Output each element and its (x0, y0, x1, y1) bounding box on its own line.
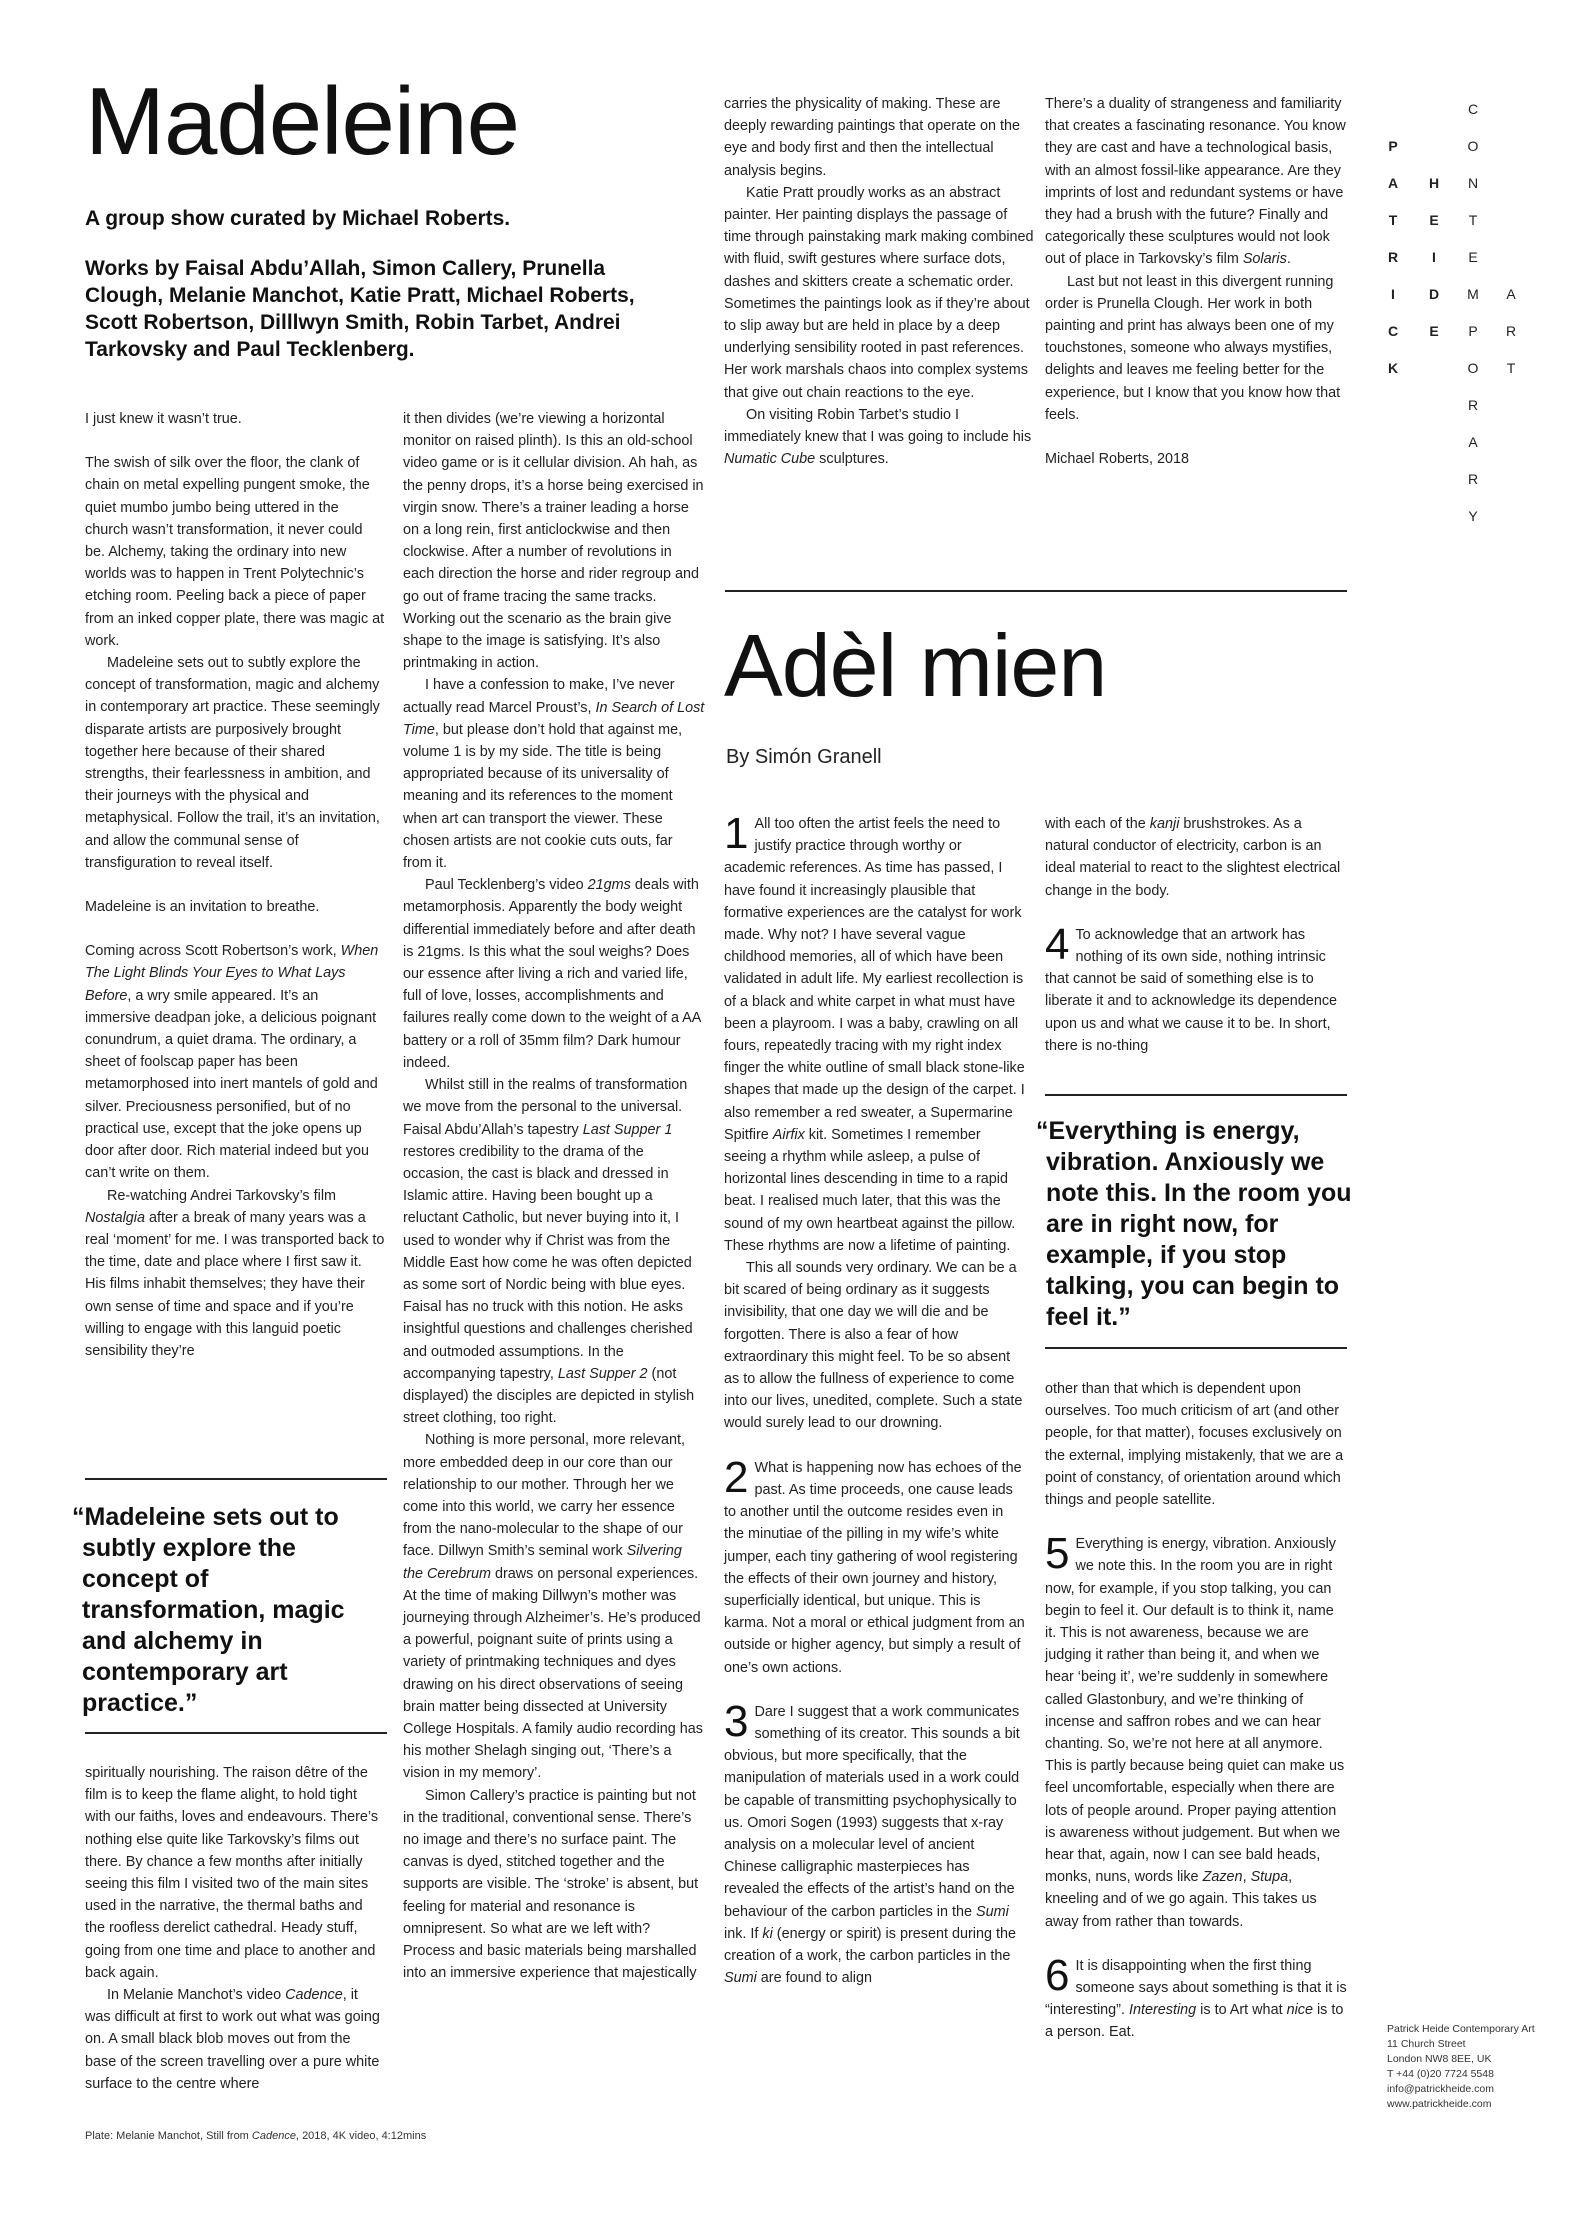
adel-column-2 (1045, 813, 1347, 1057)
madeleine-column-1 (85, 408, 385, 1362)
section-number: 4 (1045, 919, 1070, 969)
logo-letter: R (1467, 471, 1479, 487)
logo-letter: R (1467, 397, 1479, 413)
logo-letter: Y (1468, 508, 1478, 524)
paragraph: I have a confession to make, I’ve never actually read Marcel Proust’s, In Search of Lost Time, but please don’t hold that against me, volume 1 is by my side. The title is being appropriated because of its universality of meaning and its references to the moment when art can transport the viewer. These chosen artists are not cookie cuts outs, far from it. (403, 677, 705, 872)
paragraph: There’s a duality of strangeness and familiarity that creates a fascinating resonance. You know they are cast and have a technological basis, with an almost fossil-like appearance. Are they imprints of lost and redundant systems or have they had a brush with the future? Finally and categorically these sculptures would not look out of place in Tarkovsky’s film Solaris. (1045, 96, 1346, 268)
paragraph: Re-watching Andrei Tarkovsky’s film Nostalgia after a break of many years was a real ‘moment’ for me. I was transported back to the time, date and place where I first saw it. His films inhabit themselves; they have their own sense of time and space and if you’re willing to engage with this languid poetic sensibility they’re (85, 1187, 385, 1359)
paragraph: Simon Callery’s practice is painting but not in the traditional, conventional sense. There’s no image and there’s no surface paint. The canvas is dyed, stitched together and the supports are visible. The ‘stroke’ is absent, but feeling for material and resonance is omnipresent. So what are we left with? Process and basic materials being marshalled into an immersive experience that majestically (403, 1787, 699, 1982)
paragraph: Paul Tecklenberg’s video 21gms deals with metamorphosis. Apparently the body weight differential immediately before and after death is 21gms. Is this what the soul weighs? Does our essence after living a rich and varied life, full of love, losses, accomplishments and failures really come down to the weight of a AA battery or a roll of 35mm film? Dark humour indeed. (403, 877, 701, 1071)
logo-letter: C (1387, 323, 1399, 339)
logo-letter: O (1467, 138, 1479, 154)
logo-letter: H (1428, 175, 1440, 191)
divider (85, 1478, 387, 1480)
adel-column-1 (724, 809, 1027, 1989)
paragraph: with each of the kanji brushstrokes. As a natural conductor of electricity, carbon is an ideal material to react to the slightest electrical change in the body. (1045, 816, 1341, 899)
madeleine-column-1-continued (85, 1762, 385, 2095)
section-divider (725, 590, 1347, 592)
paragraph: On visiting Robin Tarbet’s studio I immediately knew that I was going to include his Numatic Cube sculptures. (724, 406, 1032, 468)
paragraph: carries the physicality of making. These are deeply rewarding paintings that operate on the eye and body first and then the intellectual analysis begins. (724, 96, 1021, 179)
section-4: 4 To acknowledge that an artwork has nothing of its own side, nothing intrinsic that cannot be said of something else is to liberate it and to acknowledge its dependence upon us and what we cause it to be. In short, there is no-thing (1045, 919, 1338, 1054)
paragraph: Madeleine is an invitation to breathe. (85, 899, 320, 916)
adel-title: Adèl mien (724, 616, 1107, 715)
gallery-address (1387, 2022, 1557, 2112)
section-2: 2 What is happening now has echoes of the past. As time proceeds, one cause leads to another until the outcome resides even in the minutiae of the pilling in my wife’s white jumper, each tiny gathering of wool registering the effects of their own journey and history, superficially identical, but unique. This is karma. Not a moral or ethical judgment from an outside or higher agency, but simply a result of one’s own actions. (724, 1452, 1025, 1676)
section-6: 6 It is disappointing when the first thing someone says about something is that it is “interesting”. Interesting is to Art what nice is to a person. Eat. (1045, 1950, 1347, 2041)
paragraph: I just knew it wasn’t true. (85, 411, 242, 427)
logo-letter: I (1391, 286, 1395, 302)
divider (1045, 1347, 1347, 1349)
madeleine-pull-quote: “Madeleine sets out to subtly explore the concept of transformation, magic and alchemy in contemporary art practice.” (72, 1503, 345, 1717)
paragraph: In Melanie Manchot’s video Cadence, it was difficult at first to work out what was going on. A small black blob moves out from the base of the screen travelling over a pure white surface to the centre where (85, 1987, 380, 2092)
logo-letter: K (1387, 360, 1399, 376)
section-3: 3 Dare I suggest that a work communicates something of its creator. This sounds a bit obvious, but more specifically, that the manipulation of materials used in a work could be capable of transmitting psychophysically to us. Omori Sogen (1993) suggests that x-ray analysis on a molecular level of ancient Chinese calligraphic masterpieces has revealed the effects of the artist’s hand on the behaviour of the carbon particles in the Sumi ink. If ki (energy or spirit) is present during the creation of a work, the carbon particles in the Sumi are found to align (724, 1696, 1020, 1987)
paragraph: it then divides (we’re viewing a horizontal monitor on raised plinth). Is this an old-school video game or is it cellular division. Ah hah, as the penny drops, it’s a horse being exercised in virgin snow. There’s a trainer leading a horse on a long rein, first anticlockwise and then clockwise. After a number of revolutions in each direction the horse and rider regroup and go out of frame tracing the same tracks. Working out the scenario as the brain give shape to the image is satisfying. It’s also printmaking in action. (403, 411, 704, 672)
madeleine-column-4 (1045, 93, 1350, 470)
divider (85, 1732, 387, 1734)
patrick-heide-logo (1386, 98, 1526, 578)
adel-byline: By Simón Granell (726, 746, 882, 768)
divider (1045, 1094, 1347, 1096)
paragraph: Last but not least in this divergent running order is Prunella Clough. Her work in both painting and print has always been one of my touchstones, someone who always mystifies, delights and leaves me feeling better for the experience, but I know that you know how that feels. (1045, 273, 1341, 423)
logo-letter: R (1505, 323, 1517, 339)
section-number: 6 (1045, 1950, 1070, 2000)
logo-letter: A (1468, 434, 1478, 450)
logo-letter: N (1467, 175, 1479, 191)
logo-letter: M (1467, 286, 1479, 302)
paragraph: Madeleine sets out to subtly explore the concept of transformation, magic and alchemy in contemporary art practice. These seemingly disparate artists are purposively brought together here because of their shared strengths, their fearlessness in ambition, and their journeys with the physical and metaphysical. Follow the trail, it’s an invitation, and allow the communal sense of transfiguration to reveal itself. (85, 655, 380, 871)
section-1: 1 All too often the artist feels the need to justify practice through worthy or academic references. As time has passed, I have found it increasingly plausible that formative experiences are the catalyst for work made. Why not? I have several vague childhood memories, all of which have been validated in adult life. My earliest recollection is of a black and white carpet in what must have been a playroom. I was a baby, crawling on all fours, repeatedly tracing with my right index finger the white outline of small black stone-like shapes that made up the design of the carpet. I also remember a red sweater, a Supermarine Spitfire Airfix kit. Sometimes I remember seeing a rhythm while asleep, a pulse of horizontal lines descending in time to a rapid beat. I realised much later, that this was the sound of my own heartbeat against the pillow. These rhythms are now a lifetime of painting. (724, 809, 1025, 1254)
adel-column-2-continued (1045, 1378, 1347, 2044)
madeleine-artists: Works by Faisal Abdu’Allah, Simon Callery, Prunella Clough, Melanie Manchot, Katie Pratt, Michael Roberts, Scott Robertson, Dilllwyn Smith, Robin Tarbet, Andrei Tarkovsky and Paul Tecklenberg. (85, 257, 635, 361)
logo-letter: D (1428, 286, 1440, 302)
phone: T +44 (0)20 7724 5548 (1387, 2068, 1494, 2080)
paragraph: Nothing is more personal, more relevant, more embedded deep in our core than our relationship to our mother. Through her we come into this world, we carry her essence from the nano-molecular to the shape of our face. Dillwyn Smith’s seminal work Silvering the Cerebrum draws on personal experiences. At the time of making Dillwyn’s mother was journeying through Alzheimer’s. He’s produced a powerful, poignant suite of prints using a variety of printmaking techniques and dyes drawing on his direct observations of seeing brain matter being dissected at University College Hospitals. A family audio recording has his mother Shelagh singing out, ‘There’s a vision in my memory’. (403, 1432, 703, 1782)
logo-letter: R (1387, 249, 1399, 265)
logo-letter: T (1468, 212, 1478, 228)
section-5: 5 Everything is energy, vibration. Anxiously we note this. In the room you are in right now, for example, if you stop talking, you can begin to feel it. Our default is to think it, name it. This is not awareness, because we are judging it rather than being it, and when we hear ‘being it’, we’re suddenly in somewhere called Glastonbury, and we’re thinking of incense and saffron robes and we can hear chanting. So, we’re not here at all anymore. This is partly because being quiet can make us feel uncomfortable, especially when there are lots of people around. Proper paying attention is awareness without judgement. But when we hear that, again, now I can see bald heads, monks, nuns, words like Zazen, Stupa, kneeling and of we go again. This takes us away from rather than towards. (1045, 1529, 1345, 1930)
paragraph: Katie Pratt proudly works as an abstract painter. Her painting displays the passage of time through painstaking mark making combined with fluid, swift gestures where surface dots, dashes and skitters create a schematic order. Sometimes the paintings look as if they’re about to slip away but are held in place by a deep underlying sensibility rooted in past references. Her work marshals chaos into complex systems that give out chain reactions to the eye. (724, 184, 1034, 401)
address-city: London NW8 8EE, UK (1387, 2053, 1492, 2065)
paragraph: other than that which is dependent upon ourselves. Too much criticism of art (and other people, for that matter), focuses exclusively on the external, implying mistakenly, that we are a point of constancy, of orientation around which things and people satellite. (1045, 1381, 1344, 1509)
logo-letter: A (1387, 175, 1399, 191)
section-number: 1 (724, 809, 749, 858)
paragraph: Coming across Scott Robertson’s work, When The Light Blinds Your Eyes to What Lays Before, a wry smile appeared. It’s an immersive deadpan joke, a delicious poignant conundrum, a quiet drama. The ordinary, a sheet of foolscap paper has been metamorphosed into inert mantels of gold and silver. Preciousness personified, but of no practical use, except that the joke opens up door after door. Rich material indeed but you can’t write on them. (85, 943, 379, 1182)
madeleine-column-2 (403, 408, 705, 1984)
madeleine-title: Madeleine (85, 68, 519, 175)
logo-letter: E (1429, 212, 1439, 228)
paragraph: spiritually nourishing. The raison dêtre of the film is to keep the flame alight, to hold tight with our faiths, loves and endeavours. There’s nothing else quite like Tarkovsky’s films out there. By chance a few months after initially seeing this film I visited two of the main sites used in the narrative, the thermal baths and the roofless derelict cathedral. Heady stuff, going from one time and place to another and back again. (85, 1765, 379, 1981)
section-number: 5 (1045, 1529, 1070, 1579)
madeleine-column-3 (724, 93, 1036, 470)
logo-letter: P (1388, 138, 1398, 154)
email-link[interactable]: info@patrickheide.com (1387, 2083, 1494, 2095)
logo-letter: T (1388, 212, 1398, 228)
plate-credit: Plate: Melanie Manchot, Still from Cadence, 2018, 4K video, 4:12mins (85, 2130, 427, 2142)
section-number: 3 (724, 1696, 749, 1746)
logo-letter: T (1506, 360, 1516, 376)
section-number: 2 (724, 1452, 749, 1502)
paragraph: Whilst still in the realms of transformation we move from the personal to the universal. Faisal Abdu’Allah’s tapestry Last Supper 1 restores credibility to the drama of the occasion, the cast is black and dressed in Islamic attire. Having been bought up a reluctant Catholic, but never buying into it, I used to wonder why if Christ was from the Middle East how come he was often depicted as some sort of Nordic being with blue eyes. Faisal has no truck with this notion. He asks insightful questions and challenges cherished and outmoded assumptions. In the accompanying tapestry, Last Supper 2 (not displayed) the disciples are depicted in stylish street clothing, too right. (403, 1077, 695, 1427)
madeleine-subtitle: A group show curated by Michael Roberts. (85, 207, 511, 230)
logo-letter: P (1468, 323, 1478, 339)
paragraph: The swish of silk over the floor, the clank of chain on metal expelling pungent smoke, the quiet mumbo jumbo being uttered in the church wasn’t transformation, it never could be. Alchemy, taking the ordinary into new worlds was to happen in Trent Polytechnic’s etching room. Peeling back a piece of paper from an inked copper plate, there was magic at work. (85, 455, 385, 649)
paragraph: This all sounds very ordinary. We can be a bit scared of being ordinary as it suggests invisibility, that one day we will die and be forgotten. There is also a fear of how extraordinary this might feel. To be so absent as to allow the fullness of experience to come into our lives, unedited, complete. Such a state would surely lead to our drowning. (724, 1260, 1023, 1432)
logo-letter: E (1468, 249, 1478, 265)
author-signature: Michael Roberts, 2018 (1045, 451, 1189, 468)
logo-letter: A (1506, 286, 1516, 302)
address-street: 11 Church Street (1387, 2038, 1466, 2050)
website-link[interactable]: www.patrickheide.com (1387, 2098, 1492, 2110)
gallery-name: Patrick Heide Contemporary Art (1387, 2023, 1535, 2035)
logo-letter: O (1467, 360, 1479, 376)
logo-letter: C (1467, 101, 1479, 117)
logo-letter: E (1429, 323, 1439, 339)
adel-pull-quote: “Everything is energy, vibration. Anxiously we note this. In the room you are in right now, for example, if you stop talking, you can begin to feel it.” (1036, 1117, 1352, 1331)
logo-letter: I (1432, 249, 1436, 265)
